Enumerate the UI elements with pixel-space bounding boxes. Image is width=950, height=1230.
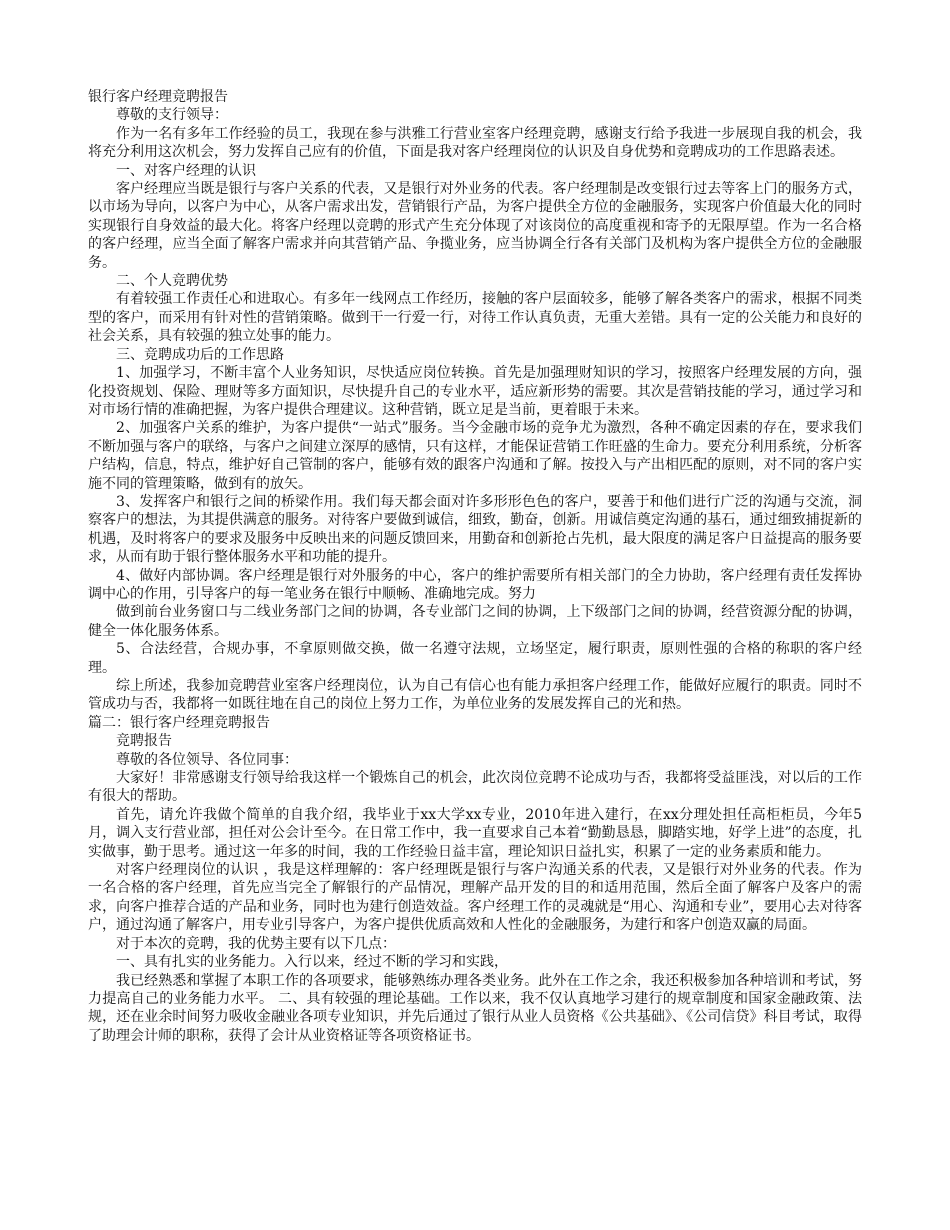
paragraph: 做到前台业务窗口与二线业务部门之间的协调，各专业部门之间的协调，上下级部门之间的协调，经营资源分配的协调，健全一体化服务体系。 [88, 604, 862, 639]
paragraph: 对于本次的竞聘，我的优势主要有以下几点： [116, 935, 396, 952]
paragraph: 客户经理应当既是银行与客户关系的代表，又是银行对外业务的代表。客户经理制是改变银行过去等客上门的服务方式，以市场为导向，以客户为中心，从客户需求出发，营销银行产品，为客户提供全方位的金融服务，实现客户价值最大化的同时实现银行自身效益的最大化。将客户经理以竞聘的形式产生充分体现了对该岗位的高度重视和寄予的无限厚望。作为一名合格的客户经理，应当全面了解客户需求并向其营销产品、争揽业务，应当协调全行各有关部门及机构为客户提供全方位的金融服务。 [88, 181, 862, 271]
part-two-title: 篇二：银行客户经理竞聘报告 [88, 714, 270, 731]
section-heading: 二、个人竞聘优势 [116, 273, 228, 290]
paragraph: 我已经熟悉和掌握了本职工作的各项要求，能够熟练办理各类业务。此外在工作之余，我还积极参加各种培训和考试，努力提高自己的业务能力水平。 二、具有较强的理论基础。工作以来，我不仅认真地学习建行的规章制度和国家金融政策、法规，还在业余时间努力吸收金融业各项专业知识，并先后通过了银行从业人员资格《公共基础》、《公司信贷》科目考试，取得了助理会计师的职称，获得了会计从业资格证等各项资格证书。 [88, 972, 862, 1044]
paragraph: 5、合法经营，合规办事，不拿原则做交换，做一名遵守法规，立场坚定，履行职责，原则性强的合格的称职的客户经理。 [88, 641, 862, 676]
paragraph: 一、具有扎实的业务能力。入行以来，经过不断的学习和实践， [116, 954, 508, 971]
paragraph: 综上所述，我参加竞聘营业室客户经理岗位，认为自己有信心也有能力承担客户经理工作，能做好应履行的职责。同时不管成功与否，我都将一如既往地在自己的岗位上努力工作，为单位业务的发展发挥自己的光和热。 [88, 678, 862, 713]
section-heading: 一、对客户经理的认识 [116, 162, 256, 179]
document-page [88, 88, 862, 1045]
salutation: 尊敬的各位领导、各位同事： [116, 751, 298, 768]
paragraph: 首先，请允许我做个简单的自我介绍，我毕业于xx大学xx专业，2010年进入建行，在xx分理处担任高柜柜员，今年5月，调入支行营业部，担任对公会计至今。在日常工作中，我一直要求自己本着“勤勤恳恳，脚踏实地，好学上进”的态度，扎实做事，勤于思考。通过这一年多的时间，我的工作经验日益丰富，理论知识日益扎实，积累了一定的业务素质和能力。 [88, 806, 862, 860]
paragraph: 有着较强工作责任心和进取心。有多年一线网点工作经历，接触的客户层面较多，能够了解各类客户的需求，根据不同类型的客户，而采用有针对性的营销策略。做到干一行爱一行，对待工作认真负责，无重大差错。具有一定的公关能力和良好的社会关系，具有较强的独立处事的能力。 [88, 291, 862, 345]
paragraph: 4、做好内部协调。客户经理是银行对外服务的中心，客户的维护需要所有相关部门的全力协助，客户经理有责任发挥协调中心的作用，引导客户的每一笔业务在银行中顺畅、准确地完成。努力 [88, 567, 862, 602]
document-title: 银行客户经理竞聘报告 [88, 89, 228, 105]
section-heading: 三、竞聘成功后的工作思路 [116, 346, 284, 363]
paragraph: 1、加强学习，不断丰富个人业务知识，尽快适应岗位转换。首先是加强理财知识的学习，按照客户经理发展的方向，强化投资规划、保险、理财等多方面知识，尽快提升自己的专业水平，适应新形势的需要。其次是营销技能的学习，通过学习和对市场行情的准确把握，为客户提供合理建议。这种营销，既立足是当前，更着眼于未来。 [88, 365, 862, 418]
section-heading: 竞聘报告 [116, 733, 172, 750]
paragraph: 3、发挥客户和银行之间的桥梁作用。我们每天都会面对许多形形色色的客户，要善于和他们进行广泛的沟通与交流，洞察客户的想法，为其提供满意的服务。对待客户要做到诚信，细致，勤奋，创新。用诚信奠定沟通的基石，通过细致捕捉新的机遇，及时将客户的要求及服务中反映出来的问题反馈回来，用勤奋和创新抢占先机，最大限度的满足客户日益提高的服务要求，从而有助于银行整体服务水平和功能的提升。 [88, 493, 862, 566]
paragraph: 大家好！非常感谢支行领导给我这样一个锻炼自己的机会，此次岗位竞聘不论成功与否，我都将受益匪浅，对以后的工作有很大的帮助。 [88, 770, 862, 805]
paragraph: 对客户经理岗位的认识 ，我是这样理解的：客户经理既是银行与客户沟通关系的代表，又是银行对外业务的代表。作为一名合格的客户经理，首先应当完全了解银行的产品情况，理解产品开发的目的和适用范围，然后全面了解客户及客户的需求，向客户推荐合适的产品和业务，同时也为建行创造效益。客户经理工作的灵魂就是“用心、沟通和专业”，要用心去对待客户，通过沟通了解客户，用专业引导客户，为客户提供优质高效和人性化的金融服务，为建行和客户创造双赢的局面。 [88, 862, 862, 934]
paragraph: 2、加强客户关系的维护，为客户提供“一站式”服务。当今金融市场的竞争尤为激烈，各种不确定因素的存在，要求我们不断加强与客户的联络，与客户之间建立深厚的感情，只有这样，才能保证营销工作旺盛的生命力。要充分利用系统，分析客户结构，信息，特点，维护好自己管制的客户，能够有效的跟客户沟通和了解。按投入与产出相匹配的原则，对不同的客户实施不同的管理策略，做到有的放矢。 [88, 420, 862, 492]
paragraph: 作为一名有多年工作经验的员工，我现在参与洪雅工行营业室客户经理竞聘，感谢支行给予我进一步展现自我的机会，我将充分利用这次机会，努力发挥自己应有的价值，下面是我对客户经理岗位的认识及自身优势和竞聘成功的工作思路表述。 [88, 125, 862, 161]
salutation: 尊敬的支行领导： [116, 107, 228, 124]
